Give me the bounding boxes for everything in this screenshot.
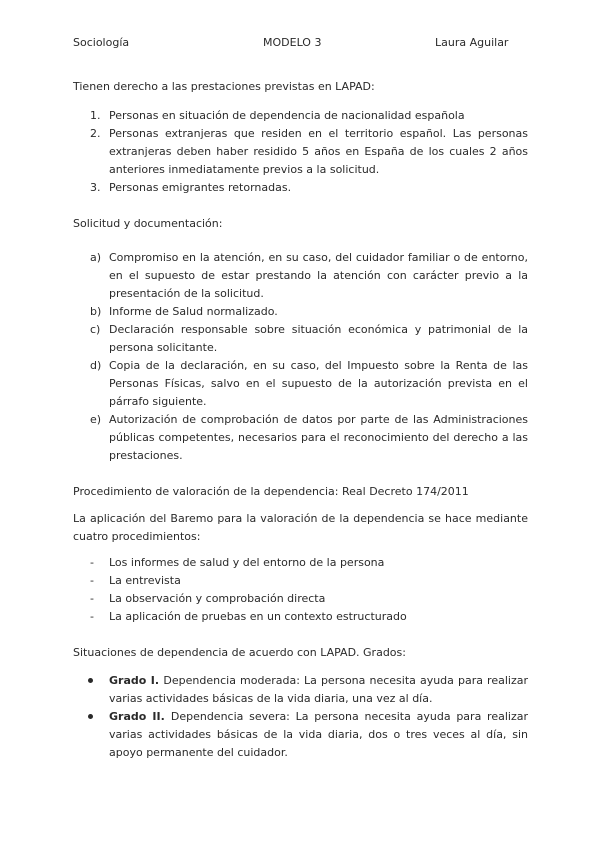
list-item xyxy=(73,303,528,321)
list-item-text: La entrevista xyxy=(109,574,181,587)
list-item xyxy=(73,590,528,608)
list-item-text: Compromiso en la atención, en su caso, del cuidador familiar o de entorno, en el supuesto de estar prestando la atención con carácter previo a la presentación de la solicitud. xyxy=(109,251,528,300)
list-item xyxy=(73,411,528,465)
section-heading-application: Solicitud y documentación: xyxy=(73,217,223,230)
list-item-text: Personas emigrantes retornadas. xyxy=(109,181,292,194)
list-marker: 3. xyxy=(90,181,101,194)
list-item xyxy=(73,672,528,708)
list-item xyxy=(73,708,528,762)
list-item-text: Los informes de salud y del entorno de la persona xyxy=(109,556,385,569)
page-header xyxy=(73,36,527,50)
list-marker: b) xyxy=(90,305,102,318)
list-item xyxy=(73,107,528,125)
grade-label: Grado I. xyxy=(109,674,164,687)
list-item-text: Copia de la declaración, en su caso, del Impuesto sobre la Renta de las Personas Físicas, salvo en el supuesto de la autorización prevista en el párrafo siguiente. xyxy=(109,359,528,408)
grade-label: Grado II. xyxy=(109,710,171,723)
list-item xyxy=(73,321,528,357)
list-marker: 1. xyxy=(90,109,101,122)
header-model: MODELO 3 xyxy=(263,36,322,49)
application-list xyxy=(73,249,528,465)
grades-list xyxy=(73,672,528,762)
header-subject: Sociología xyxy=(73,36,130,49)
section-heading-rights: Tienen derecho a las prestaciones previstas en LAPAD: xyxy=(73,80,375,93)
header-author: Laura Aguilar xyxy=(435,36,509,49)
assessment-intro: La aplicación del Baremo para la valoración de la dependencia se hace mediante cuatro procedimientos: xyxy=(73,512,528,543)
section-heading-assessment: Procedimiento de valoración de la dependencia: Real Decreto 174/2011 xyxy=(73,485,469,498)
bullet-icon xyxy=(88,678,93,683)
list-marker: c) xyxy=(90,323,101,336)
list-item-text: Dependencia moderada: La persona necesita ayuda para realizar varias actividades básicas de la vida diaria, una vez al día. xyxy=(109,674,528,705)
list-item-text: Autorización de comprobación de datos por parte de las Administraciones públicas competentes, necesarios para el reconocimiento del derecho a las prestaciones. xyxy=(109,413,528,462)
list-item xyxy=(73,608,528,626)
document-body xyxy=(73,78,528,762)
list-marker: - xyxy=(90,610,94,623)
list-item-text: Informe de Salud normalizado. xyxy=(109,305,278,318)
list-item-text: Declaración responsable sobre situación económica y patrimonial de la persona solicitante. xyxy=(109,323,528,354)
section-heading-grades: Situaciones de dependencia de acuerdo con LAPAD. Grados: xyxy=(73,646,406,659)
list-item-text: Dependencia severa: La persona necesita ayuda para realizar varias actividades básicas de la vida diaria, dos o tres veces al día, sin apoyo permanente del cuidador. xyxy=(109,710,528,759)
list-marker: - xyxy=(90,592,94,605)
list-marker: e) xyxy=(90,413,102,426)
list-item xyxy=(73,554,528,572)
list-marker: - xyxy=(90,574,94,587)
list-item xyxy=(73,357,528,411)
list-marker: d) xyxy=(90,359,102,372)
list-item xyxy=(73,125,528,179)
list-item-text: La observación y comprobación directa xyxy=(109,592,326,605)
list-item-text: Personas extranjeras que residen en el territorio español. Las personas extranjeras deben haber residido 5 años en España de los cuales 2 años anteriores inmediatamente previos a la solicitud. xyxy=(109,127,528,176)
bullet-icon xyxy=(88,714,93,719)
list-item xyxy=(73,179,528,197)
list-marker: - xyxy=(90,556,94,569)
list-marker: a) xyxy=(90,251,102,264)
list-item xyxy=(73,572,528,590)
assessment-list xyxy=(73,554,528,626)
list-item xyxy=(73,249,528,303)
list-marker: 2. xyxy=(90,127,101,140)
list-item-text: La aplicación de pruebas en un contexto estructurado xyxy=(109,610,407,623)
rights-list xyxy=(73,107,528,197)
list-item-text: Personas en situación de dependencia de nacionalidad española xyxy=(109,109,465,122)
